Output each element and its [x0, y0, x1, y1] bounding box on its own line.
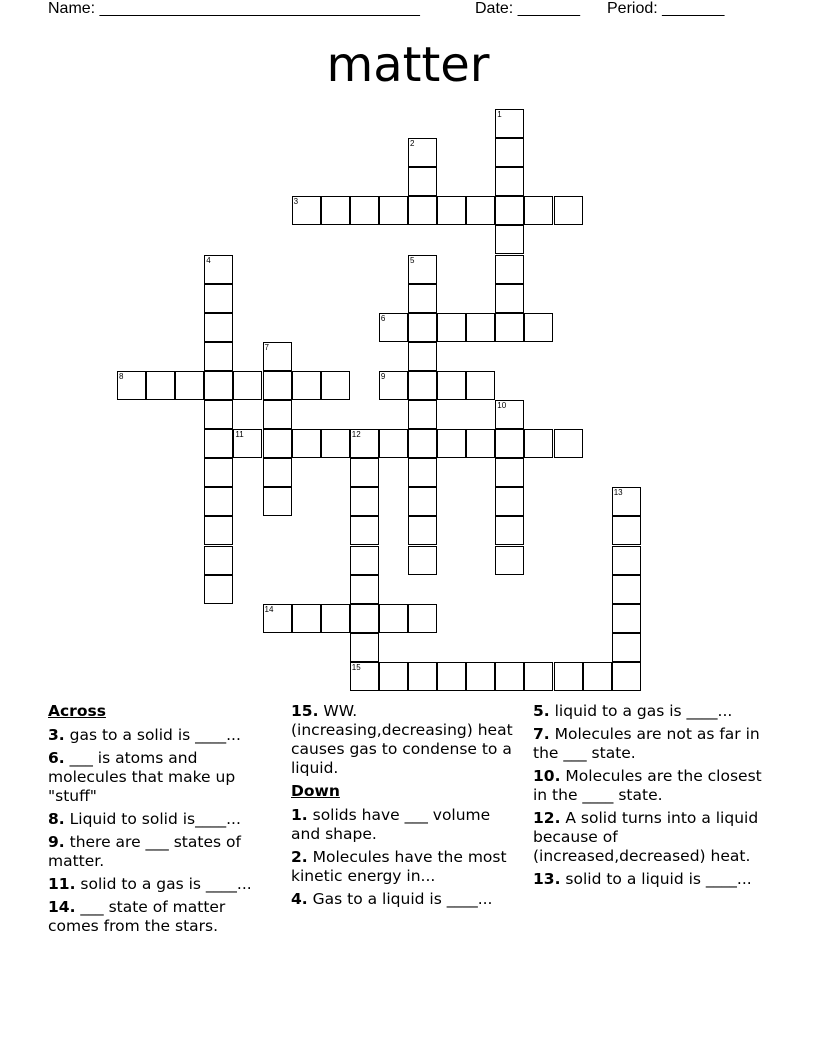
- date-field[interactable]: Date: _______: [475, 0, 580, 17]
- clue-item: [48, 726, 273, 745]
- grid-cell[interactable]: [437, 371, 466, 400]
- grid-cell[interactable]: [263, 371, 292, 400]
- grid-cell[interactable]: [379, 662, 408, 691]
- grid-cell[interactable]: [292, 429, 321, 458]
- cell-number: 3: [293, 197, 299, 207]
- clue-text: solid to a gas is ____...: [80, 875, 252, 893]
- clue-item: [291, 806, 516, 844]
- grid-cell[interactable]: [408, 196, 437, 225]
- clue-text: solid to a liquid is ____...: [565, 870, 752, 888]
- grid-cell[interactable]: [408, 662, 437, 691]
- cell-number: 5: [410, 255, 415, 265]
- grid-cell[interactable]: [495, 196, 524, 225]
- clue-number: 14.: [48, 898, 76, 916]
- grid-cell[interactable]: [204, 342, 233, 371]
- clue-text: Gas to a liquid is ____...: [312, 890, 493, 908]
- cell-number: 2: [410, 139, 415, 149]
- cell-number: 12: [351, 430, 361, 440]
- grid-cell[interactable]: [408, 546, 437, 575]
- clue-number: 3.: [48, 726, 65, 744]
- student-info-header: [48, 0, 768, 20]
- grid-cell[interactable]: [524, 662, 553, 691]
- grid-cell[interactable]: [408, 487, 437, 516]
- grid-cell[interactable]: [612, 662, 641, 691]
- grid-cell[interactable]: [321, 429, 350, 458]
- grid-cell[interactable]: [408, 604, 437, 633]
- grid-cell[interactable]: [554, 662, 583, 691]
- grid-cell[interactable]: [495, 546, 524, 575]
- cell-number: 7: [264, 342, 269, 352]
- clue-item: [291, 702, 516, 778]
- clue-text: gas to a solid is ____...: [69, 726, 241, 744]
- clue-number: 1.: [291, 806, 308, 824]
- clue-number: 9.: [48, 833, 65, 851]
- clue-text: ___ state of matter comes from the stars.: [48, 898, 226, 935]
- cell-number: 6: [380, 313, 386, 323]
- clue-item: [533, 870, 768, 889]
- clue-number: 2.: [291, 848, 308, 866]
- grid-cell[interactable]: [350, 575, 379, 604]
- clue-text: Molecules have the most kinetic energy in...: [291, 848, 507, 885]
- grid-cell[interactable]: [117, 371, 146, 400]
- grid-cell[interactable]: [292, 371, 321, 400]
- clue-item: [533, 702, 768, 721]
- grid-cell[interactable]: [204, 458, 233, 487]
- grid-cell[interactable]: [350, 546, 379, 575]
- grid-cell[interactable]: [612, 575, 641, 604]
- clue-item: [48, 898, 273, 936]
- clue-item: [48, 749, 273, 806]
- clue-number: 7.: [533, 725, 550, 743]
- grid-cell[interactable]: [495, 284, 524, 313]
- grid-cell[interactable]: [408, 313, 437, 342]
- grid-cell[interactable]: [379, 196, 408, 225]
- grid-cell[interactable]: [350, 662, 379, 691]
- grid-cell[interactable]: [321, 196, 350, 225]
- grid-cell[interactable]: [292, 604, 321, 633]
- grid-cell[interactable]: [466, 371, 495, 400]
- grid-cell[interactable]: [437, 429, 466, 458]
- clue-number: 10.: [533, 767, 561, 785]
- clue-number: 6.: [48, 749, 65, 767]
- grid-cell[interactable]: [495, 255, 524, 284]
- clue-column-2: [291, 702, 516, 913]
- clue-column-3: [533, 702, 768, 893]
- grid-cell[interactable]: [408, 167, 437, 196]
- grid-cell[interactable]: [524, 196, 553, 225]
- grid-cell[interactable]: [263, 487, 292, 516]
- clue-text: liquid to a gas is ____...: [554, 702, 733, 720]
- grid-cell[interactable]: [495, 429, 524, 458]
- grid-cell[interactable]: [466, 662, 495, 691]
- clue-number: 13.: [533, 870, 561, 888]
- clue-text: Molecules are the closest in the ____ state.: [533, 767, 762, 804]
- grid-cell[interactable]: [175, 371, 204, 400]
- grid-cell[interactable]: [408, 400, 437, 429]
- grid-cell[interactable]: [292, 196, 321, 225]
- grid-cell[interactable]: [524, 313, 553, 342]
- grid-cell[interactable]: [350, 633, 379, 662]
- cell-number: 14: [264, 604, 274, 614]
- grid-cell[interactable]: [233, 429, 262, 458]
- clue-item: [533, 725, 768, 763]
- grid-cell[interactable]: [437, 196, 466, 225]
- grid-cell[interactable]: [495, 167, 524, 196]
- grid-cell[interactable]: [379, 371, 408, 400]
- grid-cell[interactable]: [263, 458, 292, 487]
- grid-cell[interactable]: [350, 429, 379, 458]
- cell-number: 11: [235, 430, 244, 440]
- grid-cell[interactable]: [495, 313, 524, 342]
- cell-number: 15: [351, 662, 361, 672]
- cell-number: 4: [206, 255, 211, 265]
- grid-cell[interactable]: [204, 313, 233, 342]
- clue-number: 11.: [48, 875, 76, 893]
- grid-cell[interactable]: [408, 458, 437, 487]
- grid-cell[interactable]: [495, 225, 524, 254]
- clue-item: [291, 890, 516, 909]
- grid-cell[interactable]: [350, 458, 379, 487]
- clue-number: 15.: [291, 702, 319, 720]
- grid-cell[interactable]: [612, 516, 641, 545]
- grid-cell[interactable]: [321, 371, 350, 400]
- grid-cell[interactable]: [204, 400, 233, 429]
- grid-cell[interactable]: [263, 342, 292, 371]
- clue-item: [291, 848, 516, 886]
- grid-cell[interactable]: [612, 487, 641, 516]
- grid-cell[interactable]: [233, 371, 262, 400]
- cell-number: 10: [497, 401, 507, 410]
- name-field[interactable]: Name: ____________________________________: [48, 0, 420, 17]
- grid-cell[interactable]: [612, 633, 641, 662]
- cell-number: 1: [497, 110, 502, 119]
- grid-cell[interactable]: [350, 604, 379, 633]
- clue-item: [48, 810, 273, 829]
- grid-cell[interactable]: [204, 546, 233, 575]
- grid-cell[interactable]: [321, 604, 350, 633]
- clue-item: [533, 767, 768, 805]
- grid-cell[interactable]: [204, 255, 233, 284]
- grid-cell[interactable]: [495, 400, 524, 429]
- grid-cell[interactable]: [495, 516, 524, 545]
- grid-cell[interactable]: [379, 604, 408, 633]
- grid-cell[interactable]: [263, 400, 292, 429]
- cell-number: 8: [119, 371, 124, 381]
- clue-column-1: [48, 702, 273, 940]
- clue-number: 8.: [48, 810, 65, 828]
- grid-cell[interactable]: [466, 313, 495, 342]
- grid-cell[interactable]: [379, 429, 408, 458]
- grid-cell[interactable]: [466, 196, 495, 225]
- period-field[interactable]: Period: _______: [607, 0, 725, 17]
- grid-cell[interactable]: [554, 196, 583, 225]
- grid-cell[interactable]: [204, 429, 233, 458]
- clue-text: ___ is atoms and molecules that make up "stuff": [48, 749, 236, 805]
- grid-cell[interactable]: [204, 284, 233, 313]
- clue-text: WW. (increasing,decreasing) heat causes gas to condense to a liquid.: [291, 702, 513, 777]
- grid-cell[interactable]: [495, 109, 524, 138]
- down-heading: Down: [291, 782, 340, 800]
- grid-cell[interactable]: [146, 371, 175, 400]
- cell-number: 13: [613, 488, 623, 498]
- cell-number: 9: [380, 371, 386, 381]
- puzzle-title: matter: [326, 37, 490, 93]
- grid-cell[interactable]: [350, 487, 379, 516]
- clue-text: A solid turns into a liquid because of (increased,decreased) heat.: [533, 809, 759, 865]
- grid-cell[interactable]: [204, 487, 233, 516]
- grid-cell[interactable]: [408, 138, 437, 167]
- grid-cell[interactable]: [437, 313, 466, 342]
- clue-text: Molecules are not as far in the ___ state.: [533, 725, 760, 762]
- grid-cell[interactable]: [524, 429, 553, 458]
- grid-cell[interactable]: [437, 662, 466, 691]
- grid-cell[interactable]: [408, 429, 437, 458]
- grid-cell[interactable]: [350, 516, 379, 545]
- clue-number: 12.: [533, 809, 561, 827]
- clue-text: solids have ___ volume and shape.: [291, 806, 491, 843]
- grid-cell[interactable]: [408, 371, 437, 400]
- grid-cell[interactable]: [612, 546, 641, 575]
- grid-cell[interactable]: [466, 429, 495, 458]
- grid-cell[interactable]: [350, 196, 379, 225]
- grid-cell[interactable]: [612, 604, 641, 633]
- grid-cell[interactable]: [495, 138, 524, 167]
- grid-cell[interactable]: [379, 313, 408, 342]
- clue-item: [48, 875, 273, 894]
- clue-item: [533, 809, 768, 866]
- grid-cell[interactable]: [408, 255, 437, 284]
- grid-cell[interactable]: [263, 429, 292, 458]
- grid-cell[interactable]: [204, 575, 233, 604]
- grid-cell[interactable]: [408, 516, 437, 545]
- grid-cell[interactable]: [263, 604, 292, 633]
- clue-text: Liquid to solid is____...: [69, 810, 241, 828]
- grid-cell[interactable]: [408, 284, 437, 313]
- grid-cell[interactable]: [408, 342, 437, 371]
- grid-cell[interactable]: [204, 516, 233, 545]
- grid-cell[interactable]: [204, 371, 233, 400]
- grid-cell[interactable]: [495, 487, 524, 516]
- grid-cell[interactable]: [495, 662, 524, 691]
- clue-text: there are ___ states of matter.: [48, 833, 241, 870]
- grid-cell[interactable]: [495, 458, 524, 487]
- grid-cell[interactable]: [554, 429, 583, 458]
- clue-item: [48, 833, 273, 871]
- clue-number: 4.: [291, 890, 308, 908]
- grid-cell[interactable]: [583, 662, 612, 691]
- clue-number: 5.: [533, 702, 550, 720]
- across-heading: Across: [48, 702, 106, 720]
